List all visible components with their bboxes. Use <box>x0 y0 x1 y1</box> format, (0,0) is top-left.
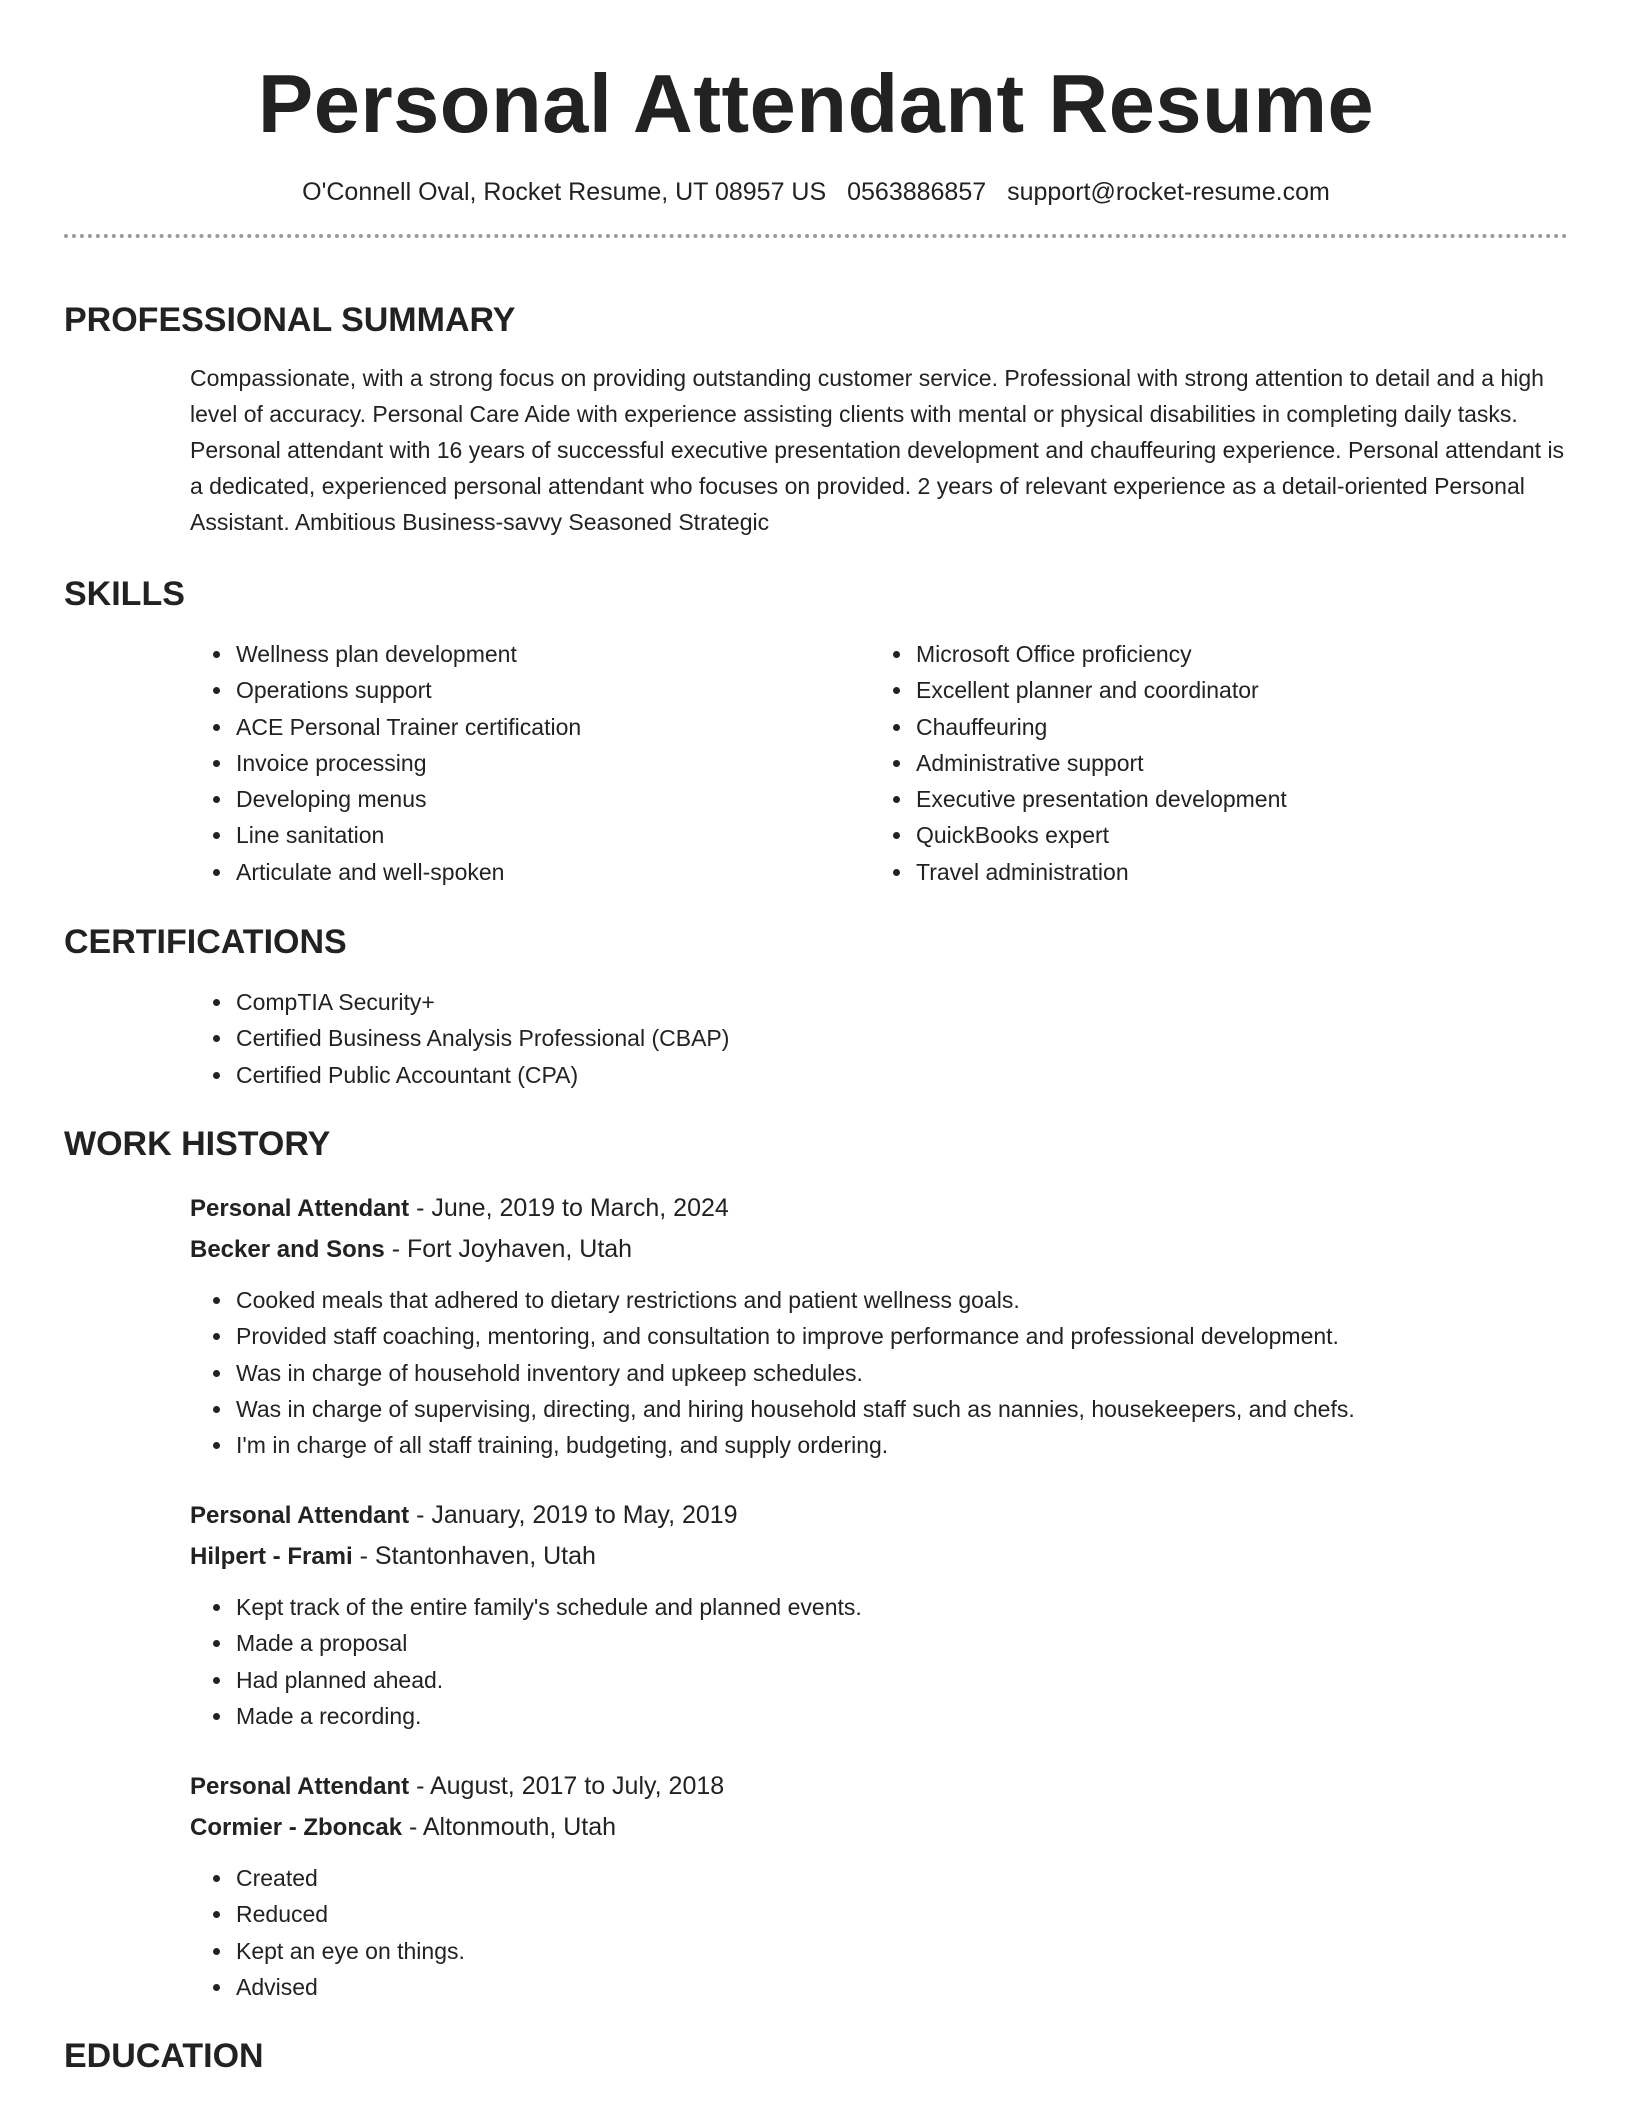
job-company-line <box>190 1229 1568 1270</box>
contact-address: O'Connell Oval, Rocket Resume, UT 08957 US <box>302 178 827 206</box>
skill-item: • Operations support <box>234 672 744 708</box>
certification-item: • CompTIA Security+ <box>234 984 1568 1020</box>
skill-item: • Wellness plan development <box>234 636 744 672</box>
job-company-line <box>190 1536 1568 1577</box>
contact-phone: 0563886857 <box>847 178 987 206</box>
skills-heading: SKILLS <box>64 575 185 613</box>
skill-item: • Microsoft Office proficiency <box>914 636 1424 672</box>
job-title-line <box>190 1495 1568 1536</box>
job-duty: • Made a recording. <box>234 1698 1568 1734</box>
skill-item: • Administrative support <box>914 745 1424 781</box>
job-company: Hilpert - Frami <box>190 1543 353 1570</box>
job-duty: • Advised <box>234 1969 1568 2005</box>
job-entry <box>64 1766 1568 2005</box>
job-duty: • Made a proposal <box>234 1625 1568 1661</box>
job-company-line <box>190 1807 1568 1848</box>
skill-item: • Articulate and well-spoken <box>234 854 744 890</box>
job-duties-list <box>190 1860 1568 2005</box>
skill-item: • Chauffeuring <box>914 709 1424 745</box>
skill-item: • ACE Personal Trainer certification <box>234 709 744 745</box>
education-section <box>64 2036 1568 2076</box>
job-duty: • I'm in charge of all staff training, budgeting, and supply ordering. <box>234 1427 1568 1463</box>
job-duty: • Was in charge of household inventory and upkeep schedules. <box>234 1355 1568 1391</box>
skills-columns <box>64 636 1568 890</box>
certifications-list <box>64 984 1568 1093</box>
education-heading: EDUCATION <box>64 2037 264 2075</box>
job-duty: • Provided staff coaching, mentoring, and consultation to improve performance and professional development. <box>234 1318 1568 1354</box>
summary-heading: PROFESSIONAL SUMMARY <box>64 301 516 339</box>
skills-list-right <box>744 636 1424 890</box>
contact-email: support@rocket-resume.com <box>1007 178 1330 206</box>
skills-list-left <box>64 636 744 890</box>
job-location: - Altonmouth, Utah <box>402 1813 617 1841</box>
job-dates: - August, 2017 to July, 2018 <box>409 1772 725 1800</box>
certifications-section <box>64 922 1568 1093</box>
skill-item: • QuickBooks expert <box>914 817 1424 853</box>
work-history-section <box>64 1124 1568 1164</box>
job-duties-list <box>190 1589 1568 1734</box>
job-duty: • Kept an eye on things. <box>234 1933 1568 1969</box>
job-duty: • Was in charge of supervising, directing, and hiring household staff such as nannies, housekeepers, and chefs. <box>234 1391 1568 1427</box>
resume-page <box>64 0 1568 2075</box>
skill-item: • Travel administration <box>914 854 1424 890</box>
header-divider <box>64 234 1568 238</box>
skill-item: • Developing menus <box>234 781 744 817</box>
job-title: Personal Attendant <box>190 1773 410 1800</box>
work-history-heading: WORK HISTORY <box>64 1125 331 1163</box>
job-title: Personal Attendant <box>190 1195 410 1222</box>
skill-item: • Line sanitation <box>234 817 744 853</box>
job-duty: • Kept track of the entire family's schedule and planned events. <box>234 1589 1568 1625</box>
certifications-heading: CERTIFICATIONS <box>64 923 347 961</box>
skill-item: • Executive presentation development <box>914 781 1424 817</box>
job-location: - Fort Joyhaven, Utah <box>384 1235 633 1263</box>
job-title-line <box>190 1188 1568 1229</box>
job-location: - Stantonhaven, Utah <box>352 1542 596 1570</box>
job-company: Cormier - Zboncak <box>190 1814 403 1841</box>
job-title: Personal Attendant <box>190 1502 410 1529</box>
job-dates: - June, 2019 to March, 2024 <box>409 1194 729 1222</box>
certification-item: • Certified Business Analysis Professional (CBAP) <box>234 1020 1568 1056</box>
job-title-line <box>190 1766 1568 1807</box>
skill-item: • Invoice processing <box>234 745 744 781</box>
job-duty: • Created <box>234 1860 1568 1896</box>
summary-section <box>64 300 1568 540</box>
resume-title: Personal Attendant Resume <box>257 57 1375 150</box>
job-entry <box>64 1188 1568 1463</box>
job-duties-list <box>190 1282 1568 1463</box>
summary-text: Compassionate, with a strong focus on providing outstanding customer service. Professional with strong attention to detail and a high level of accuracy. Personal Care Aide with experience assisting clients with mental or physical disabilities in completing daily tasks. Personal attendant with 16 years of successful executive presentation development and chauffeuring experience. Personal attendant is a dedicated, experienced personal attendant who focuses on provided. 2 years of relevant experience as a detail-oriented Personal Assistant. Ambitious Business-savvy Seasoned Strategic <box>190 365 1565 535</box>
certification-item: • Certified Public Accountant (CPA) <box>234 1057 1568 1093</box>
job-company: Becker and Sons <box>190 1236 385 1263</box>
skill-item: • Excellent planner and coordinator <box>914 672 1424 708</box>
job-dates: - January, 2019 to May, 2019 <box>409 1501 738 1529</box>
job-entry <box>64 1495 1568 1734</box>
contact-line <box>64 176 1568 208</box>
job-duty: • Reduced <box>234 1896 1568 1932</box>
job-duty: • Cooked meals that adhered to dietary restrictions and patient wellness goals. <box>234 1282 1568 1318</box>
skills-section <box>64 574 1568 890</box>
job-duty: • Had planned ahead. <box>234 1662 1568 1698</box>
